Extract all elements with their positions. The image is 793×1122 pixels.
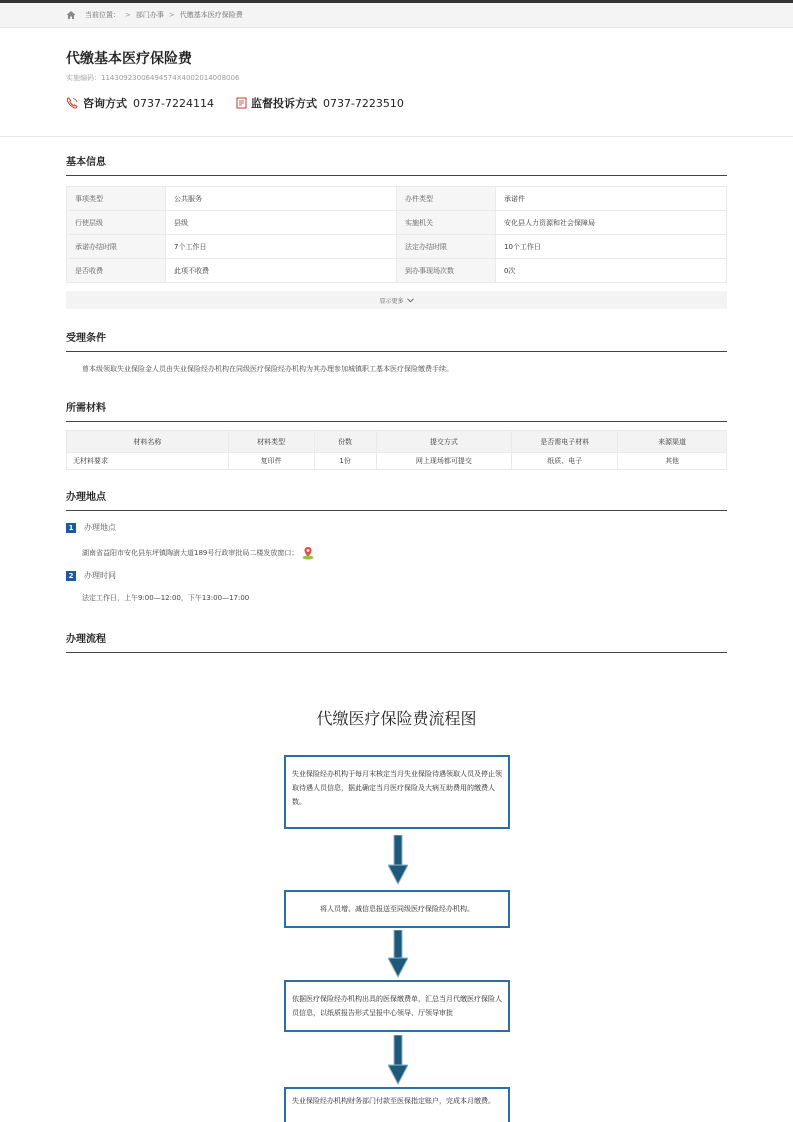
table-row	[67, 187, 727, 211]
column-header: 提交方式	[376, 431, 512, 453]
breadcrumb-prefix: 当前位置：	[85, 11, 120, 19]
flow-step-2: 将人员增、减信息报送至同级医疗保险经办机构。	[284, 890, 510, 928]
subheading-place	[66, 522, 116, 533]
consult-phone: 0737-7224114	[133, 96, 214, 110]
phone-icon	[66, 97, 79, 109]
table-row	[67, 453, 727, 470]
code-label: 实施编码：	[66, 74, 101, 82]
section-title-location: 办理地点	[66, 488, 727, 511]
section-title-basic: 基本信息	[66, 153, 727, 176]
flow-arrow-down-icon	[388, 1035, 408, 1085]
home-icon[interactable]	[66, 10, 76, 20]
info-key: 法定办结时限	[397, 235, 496, 259]
place-text: 湖南省益阳市安化县东坪镇陶澍大道189号行政审批局二楼发放窗口；	[82, 549, 299, 557]
info-key: 承诺办结时限	[67, 235, 166, 259]
section-title-materials: 所需材料	[66, 399, 727, 422]
section-title-process: 办理流程	[66, 630, 727, 653]
column-header: 份数	[314, 431, 376, 453]
info-key: 行使层级	[67, 211, 166, 235]
document-icon	[236, 97, 247, 109]
flow-arrow-down-icon	[388, 835, 408, 885]
info-value: 承诺件	[496, 187, 727, 211]
submit-method: 网上现场都可提交	[376, 453, 512, 470]
material-type: 复印件	[228, 453, 314, 470]
map-pin-icon[interactable]	[301, 546, 315, 560]
complaint-phone: 0737-7223510	[322, 96, 404, 110]
time-text: 法定工作日，上午9:00—12:00，下午13:00—17:00	[82, 594, 250, 602]
info-key: 实施机关	[397, 211, 496, 235]
column-header: 材料名称	[67, 431, 229, 453]
complaint-contact	[236, 95, 404, 111]
column-header: 材料类型	[228, 431, 314, 453]
breadcrumb-separator: >	[125, 11, 131, 19]
complaint-label: 监督投诉方式	[250, 97, 317, 110]
info-value: 公共服务	[166, 187, 397, 211]
electronic-required: 纸质、电子	[512, 453, 618, 470]
time-label: 办理时间	[84, 571, 116, 580]
info-value: 10个工作日	[496, 235, 727, 259]
number-badge: 2	[66, 571, 76, 581]
conditions-text: 曾本级领取失业保险金人员由失业保险经办机构在同级医疗保险经办机构为其办理参加城镇职工基本医疗保险缴费手续。	[82, 365, 453, 373]
page-title: 代缴基本医疗保险费	[66, 51, 192, 67]
consult-contact	[66, 95, 214, 111]
material-count: 1份	[314, 453, 376, 470]
number-badge: 1	[66, 523, 76, 533]
show-more-button[interactable]	[66, 291, 727, 309]
code-value: 11430923006494574X4002014008006	[101, 74, 240, 82]
breadcrumb-separator: >	[168, 11, 175, 19]
info-value: 此项不收费	[166, 259, 397, 283]
column-header: 来源渠道	[618, 431, 727, 453]
contact-row	[66, 95, 727, 111]
flow-step-3: 依据医疗保险经办机构出具的医保缴费单，汇总当月代缴医疗保险人员信息，以纸质报告形式呈报中心领导、厅领导审批	[284, 980, 510, 1032]
flow-step-1: 失业保险经办机构于每月末核定当月失业保险待遇领取人员及停止领取待遇人员信息，据此确定当月医疗保险及大病互助费用的缴费人数。	[284, 755, 510, 829]
show-more-label: 显示更多	[379, 297, 404, 305]
breadcrumb	[0, 3, 793, 28]
place-label: 办理地点	[84, 523, 116, 532]
table-row	[67, 259, 727, 283]
breadcrumb-item-current: 代缴基本医疗保险费	[179, 11, 243, 19]
info-key: 办件类型	[397, 187, 496, 211]
info-key: 是否收费	[67, 259, 166, 283]
implementation-code	[66, 73, 727, 83]
table-row	[67, 211, 727, 235]
info-value: 安化县人力资源和社会保障局	[496, 211, 727, 235]
column-header: 是否需电子材料	[512, 431, 618, 453]
source-channel: 其他	[618, 453, 727, 470]
info-value: 0次	[496, 259, 727, 283]
flow-step-4: 失业保险经办机构财务部门付款至医保指定账户，完成本月缴费。	[284, 1087, 510, 1122]
divider	[0, 136, 793, 137]
info-value: 县级	[166, 211, 397, 235]
material-name: 无材料要求	[67, 453, 229, 470]
breadcrumb-item-dept[interactable]: 部门办事	[135, 11, 164, 19]
chevron-down-icon	[407, 298, 414, 303]
place-row	[82, 546, 315, 560]
basic-info-table	[66, 186, 727, 283]
flow-arrow-down-icon	[388, 930, 408, 978]
materials-table	[66, 430, 727, 470]
table-header-row	[67, 431, 727, 453]
service-header	[66, 48, 727, 111]
info-value: 7个工作日	[166, 235, 397, 259]
info-key: 到办事现场次数	[397, 259, 496, 283]
table-row	[67, 235, 727, 259]
subheading-time	[66, 570, 116, 581]
flowchart-title: 代缴医疗保险费流程图	[316, 709, 477, 728]
section-title-conditions: 受理条件	[66, 329, 727, 352]
consult-label: 咨询方式	[83, 97, 127, 110]
info-key: 事项类型	[67, 187, 166, 211]
